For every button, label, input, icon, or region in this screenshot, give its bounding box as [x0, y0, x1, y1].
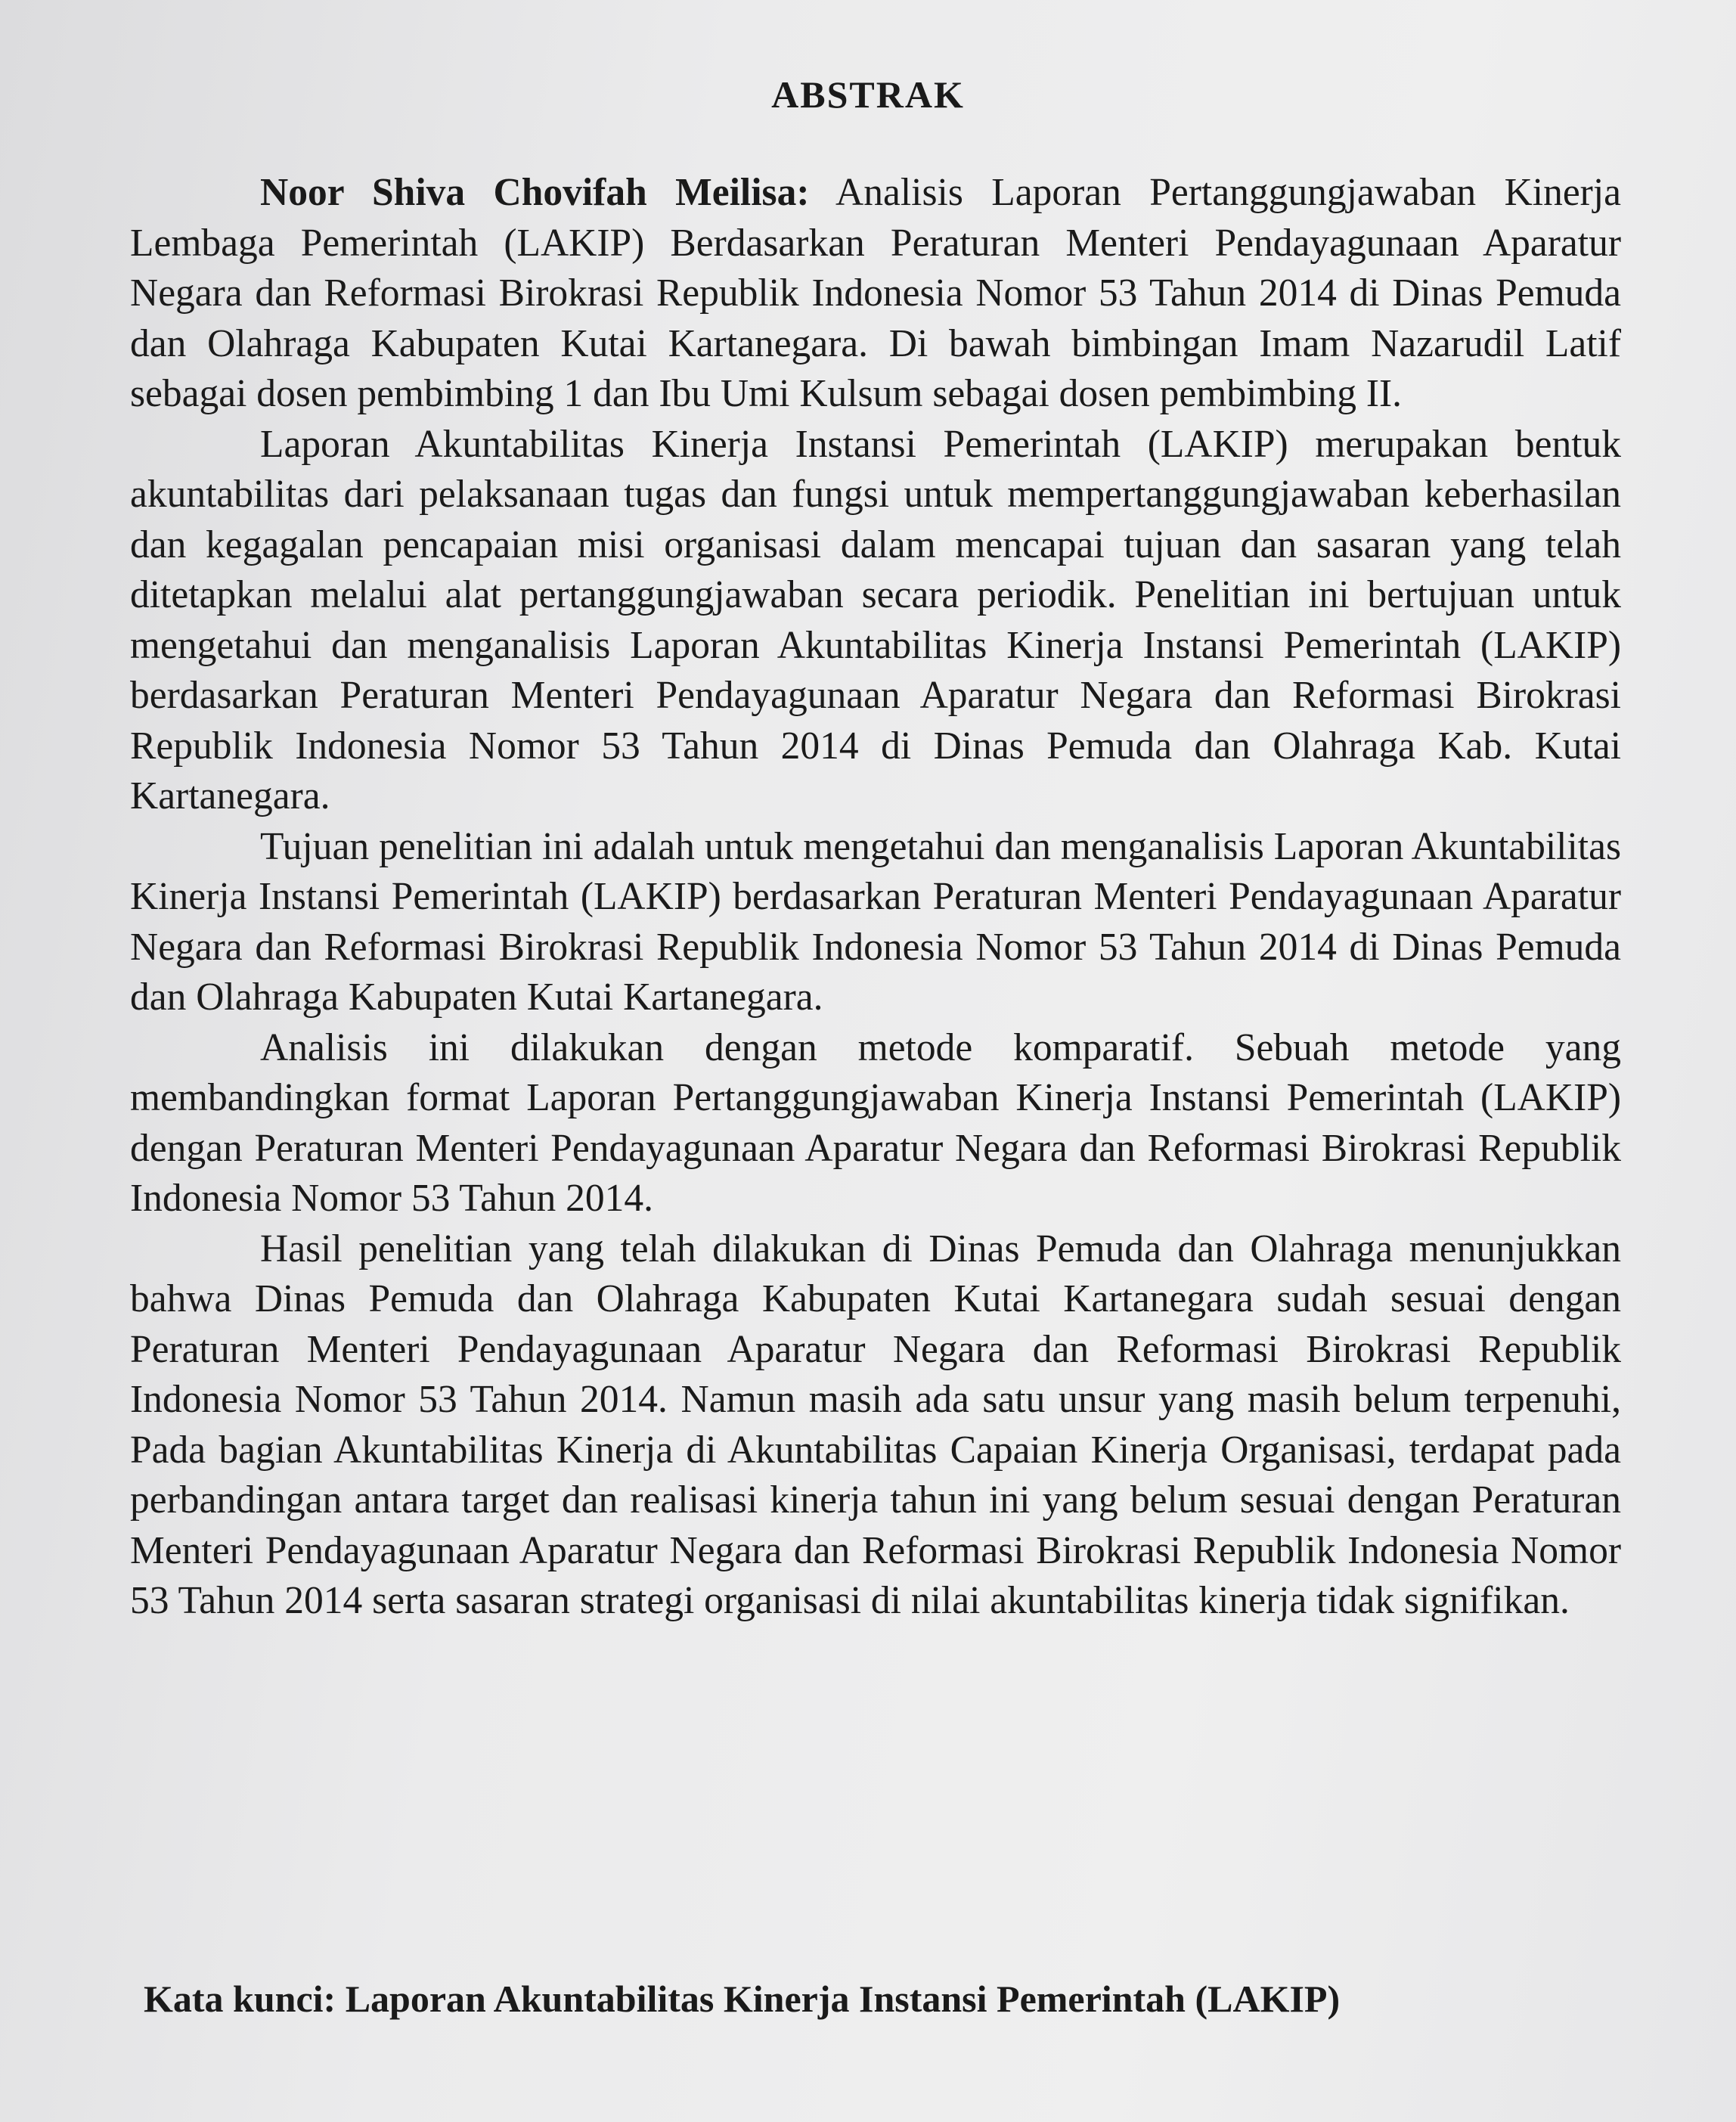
paragraph-identity [130, 168, 1621, 420]
paragraph-results: Hasil penelitian yang telah dilakukan di Dinas Pemuda dan Olahraga menunjukkan bahwa Dinas Pemuda dan Olahraga Kabupaten Kutai Kartanegara sudah sesuai dengan Peraturan Menteri Pendayagunaan Aparatur Negara dan Reformasi Birokrasi Republik Indonesia Nomor 53 Tahun 2014. Namun masih ada satu unsur yang masih belum terpenuhi, Pada bagian Akuntabilitas Kinerja di Akuntabilitas Capaian Kinerja Organisasi, terdapat pada perbandingan antara target dan realisasi kinerja tahun ini yang belum sesuai dengan Peraturan Menteri Pendayagunaan Aparatur Negara dan Reformasi Birokrasi Republik Indonesia Nomor 53 Tahun 2014 serta sasaran strategi organisasi di nilai akuntabilitas kinerja tidak signifikan. [130, 1227, 1621, 1622]
keywords: Kata kunci: Laporan Akuntabilitas Kinerja Instansi Pemerintah (LAKIP) [144, 1978, 1341, 2020]
paragraph-method: Analisis ini dilakukan dengan metode komparatif. Sebuah metode yang membandingkan format Laporan Pertanggungjawaban Kinerja Instansi Pemerintah (LAKIP) dengan Peraturan Menteri Pendayagunaan Aparatur Negara dan Reformasi Birokrasi Republik Indonesia Nomor 53 Tahun 2014. [130, 1025, 1621, 1220]
paragraph-objective: Tujuan penelitian ini adalah untuk mengetahui dan menganalisis Laporan Akuntabilitas Kinerja Instansi Pemerintah (LAKIP) berdasarkan Peraturan Menteri Pendayagunaan Aparatur Negara dan Reformasi Birokrasi Republik Indonesia Nomor 53 Tahun 2014 di Dinas Pemuda dan Olahraga Kabupaten Kutai Kartanegara. [130, 824, 1621, 1019]
thesis-description: Analisis Laporan Pertanggungjawaban Kinerja Lembaga Pemerintah (LAKIP) Berdasarkan Peraturan Menteri Pendayagunaan Aparatur Negara dan Reformasi Birokrasi Republik Indonesia Nomor 53 Tahun 2014 di Dinas Pemuda dan Olahraga Kabupaten Kutai Kartanegara. Di bawah bimbingan Imam Nazarudil Latif sebagai dosen pembimbing 1 dan Ibu Umi Kulsum sebagai dosen pembimbing II. [130, 171, 1622, 415]
page-title: ABSTRAK [771, 73, 965, 116]
abstract-body [130, 168, 1621, 1627]
paragraph-background: Laporan Akuntabilitas Kinerja Instansi Pemerintah (LAKIP) merupakan bentuk akuntabilitas dari pelaksanaan tugas dan fungsi untuk mempertanggungjawaban keberhasilan dan kegagalan pencapaian misi organisasi dalam mencapai tujuan dan sasaran yang telah ditetapkan melalui alat pertanggungjawaban secara periodik. Penelitian ini bertujuan untuk mengetahui dan menganalisis Laporan Akuntabilitas Kinerja Instansi Pemerintah (LAKIP) berdasarkan Peraturan Menteri Pendayagunaan Aparatur Negara dan Reformasi Birokrasi Republik Indonesia Nomor 53 Tahun 2014 di Dinas Pemuda dan Olahraga Kab. Kutai Kartanegara. [130, 422, 1621, 817]
author-name: Noor Shiva Chovifah Meilisa: [260, 171, 810, 214]
